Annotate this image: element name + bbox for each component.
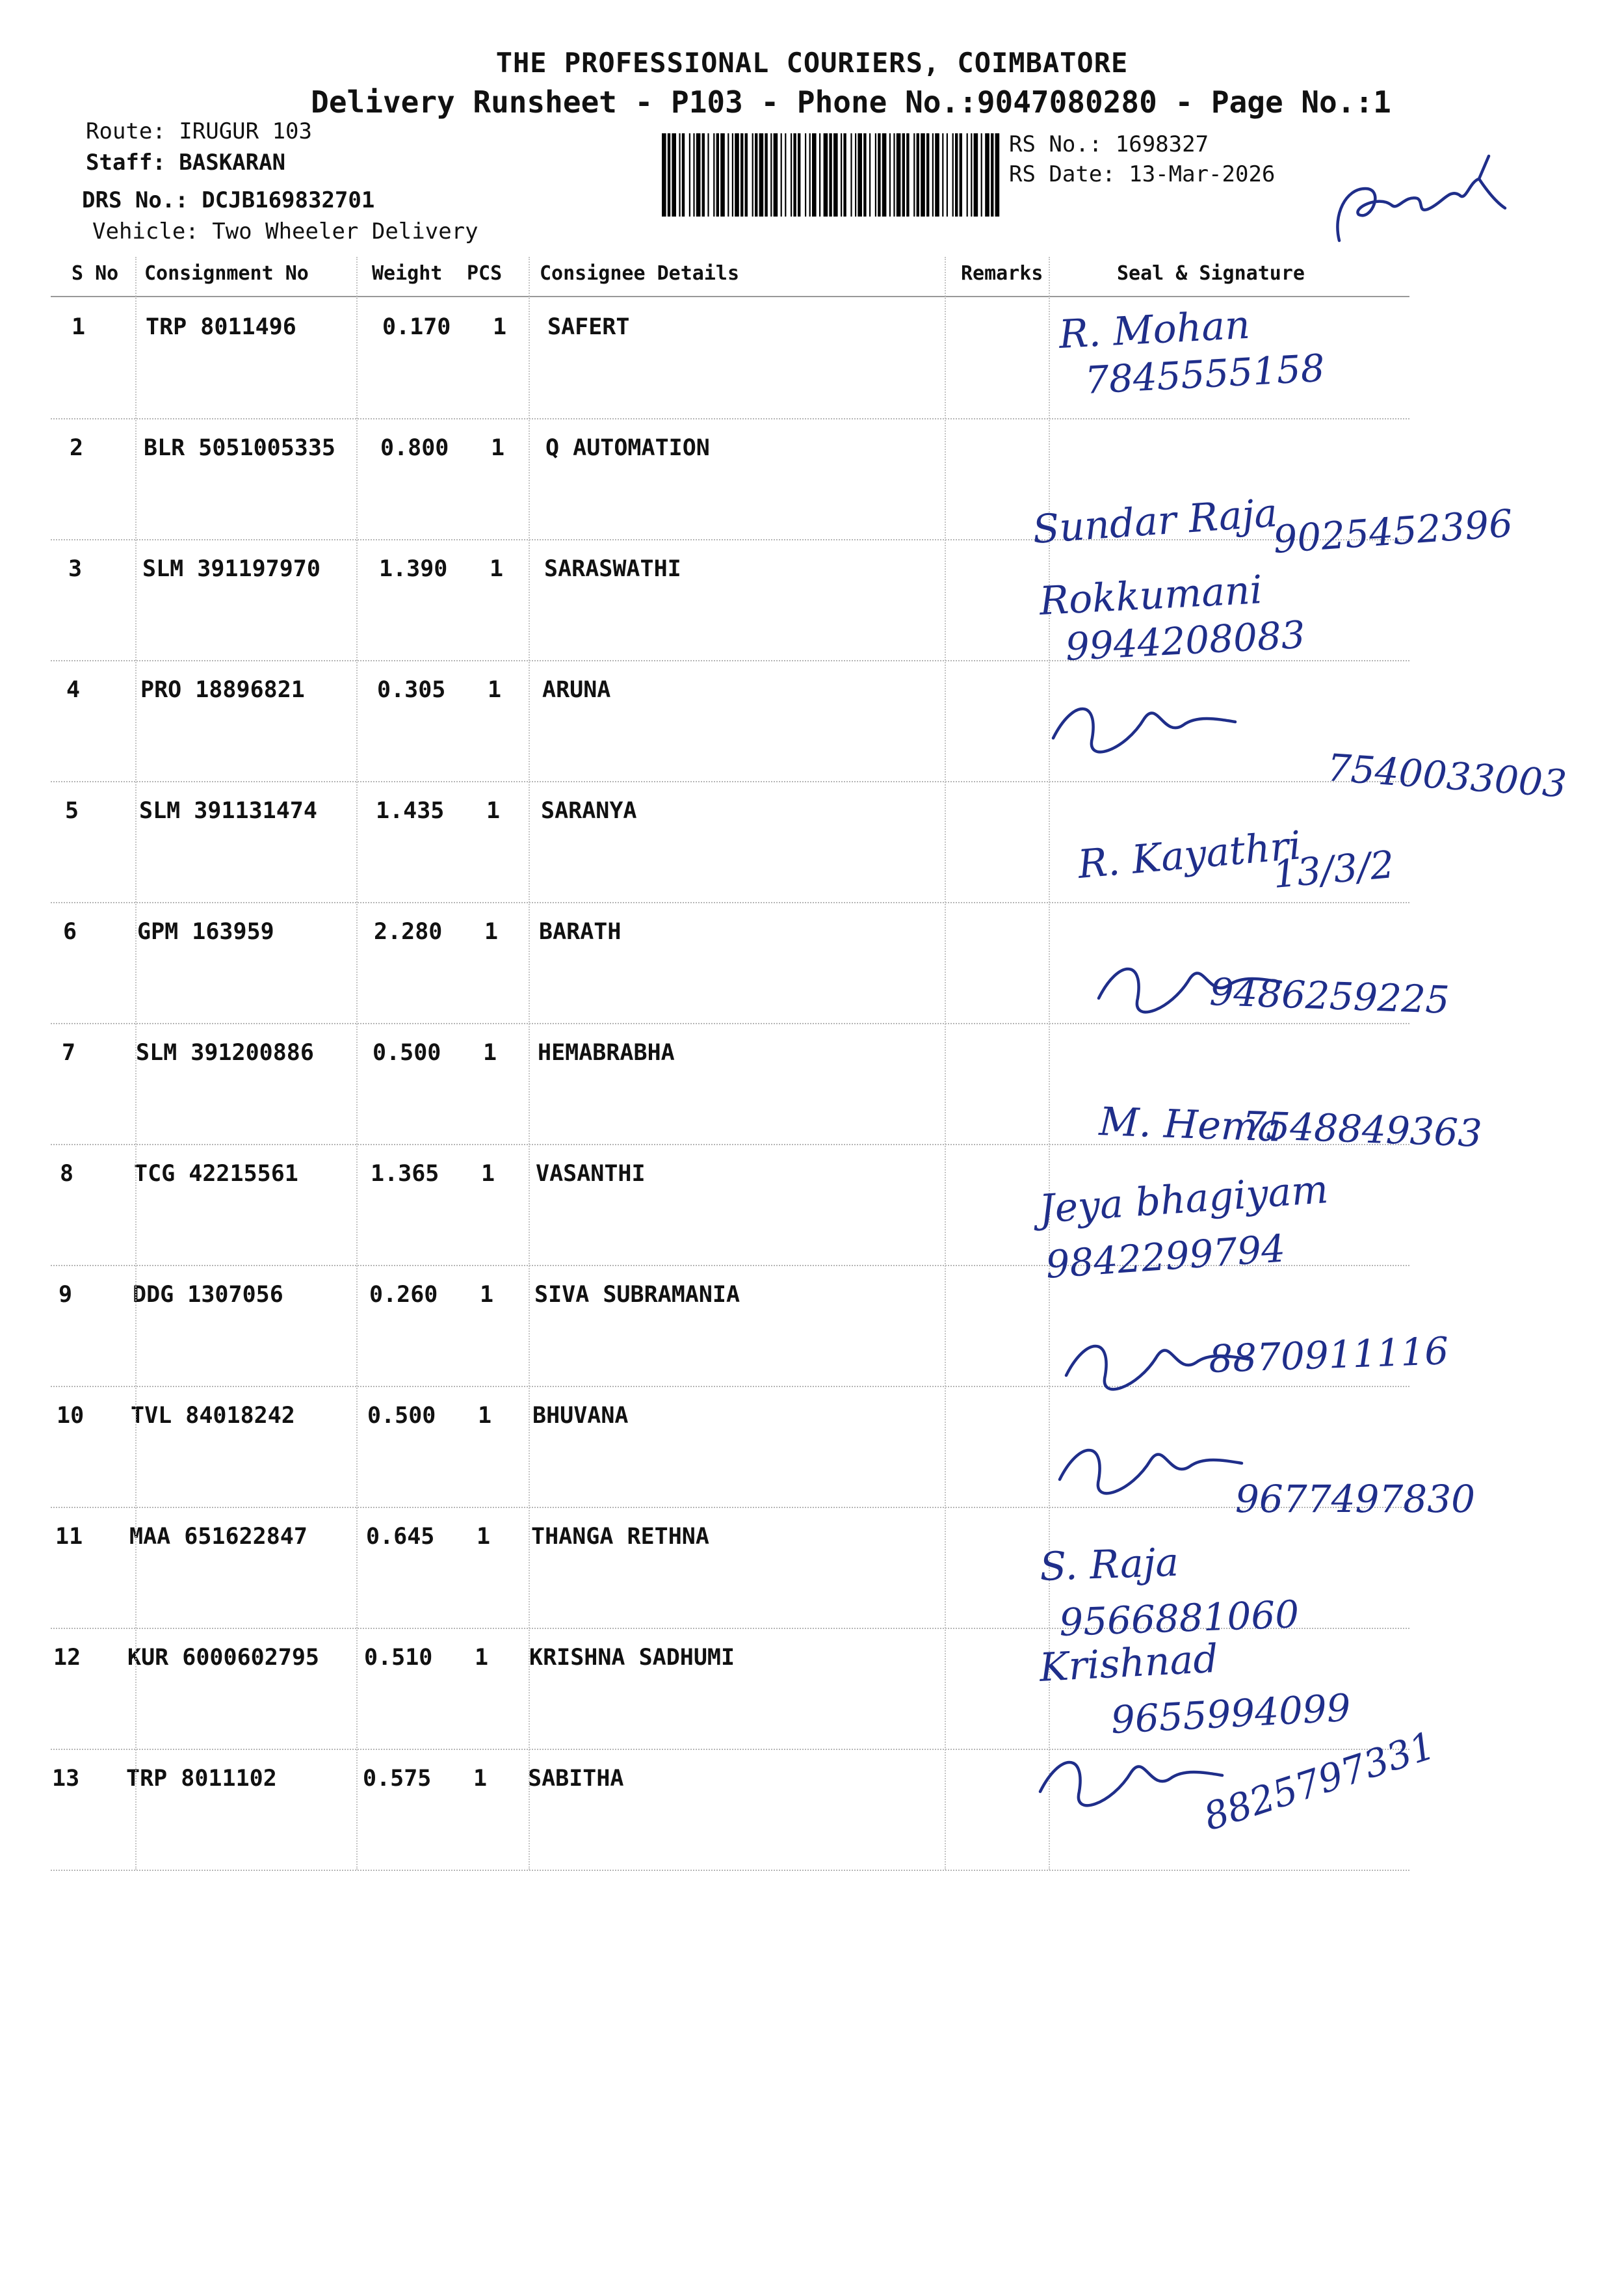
barcode-bar (732, 133, 733, 217)
cell-pcs: 1 (475, 1645, 489, 1671)
signature-scribble (1053, 709, 1235, 752)
signature-scribble (1040, 1762, 1222, 1805)
barcode-bar (735, 133, 739, 217)
barcode-bar (952, 133, 954, 217)
cell-weight: 1.390 (379, 556, 448, 582)
col-consignment: Consignment No (144, 262, 309, 285)
barcode-bar (850, 133, 852, 217)
signature-name: Jeya bhagiyam (1038, 1167, 1330, 1232)
barcode-bar (819, 133, 820, 217)
cell-sno: 10 (57, 1403, 85, 1429)
cell-consignee: HEMABRABHA (538, 1040, 675, 1066)
barcode-bar (798, 133, 800, 217)
col-seal-signature: Seal & Signature (1117, 262, 1305, 285)
cell-consignment: TRP 8011102 (126, 1766, 277, 1792)
barcode-bar (855, 133, 856, 217)
col-weight: Weight (372, 262, 443, 285)
cell-pcs: 1 (477, 1524, 491, 1550)
vehicle-label: Vehicle: Two Wheeler Delivery (92, 219, 478, 245)
barcode-bar (875, 133, 876, 217)
cell-sno: 8 (60, 1161, 74, 1187)
cell-consignee: SAFERT (547, 314, 630, 340)
barcode-bar (869, 133, 871, 217)
signature-phone: 8825797331 (1198, 1723, 1441, 1840)
cell-sno: 6 (63, 919, 77, 945)
barcode-bar (805, 133, 806, 217)
barcode-bar (727, 133, 729, 217)
barcode-bar (981, 133, 982, 217)
signature-phone: 9655994099 (1110, 1685, 1352, 1742)
cell-consignment: GPM 163959 (137, 919, 274, 945)
signature-name: R. Kayathri (1076, 823, 1303, 888)
barcode-bar (926, 133, 929, 217)
cell-weight: 0.800 (380, 435, 449, 461)
barcode-bar (693, 133, 694, 217)
cell-sno: 1 (72, 314, 86, 340)
barcode-bar (971, 133, 972, 217)
cell-pcs: 1 (483, 1040, 497, 1066)
runsheet-title: Delivery Runsheet - P103 - Phone No.:9047080280 - Page No.:1 (311, 85, 1391, 120)
barcode-bar (829, 133, 832, 217)
drs-number: DRS No.: DCJB169832701 (82, 187, 375, 213)
signature-phone: 9677497830 (1235, 1477, 1476, 1521)
barcode-bar (720, 133, 725, 217)
barcode-bar (785, 133, 786, 217)
column-divider (529, 257, 530, 1870)
column-divider (356, 257, 358, 1870)
cell-consignment: PRO 18896821 (140, 677, 305, 703)
cell-sno: 12 (53, 1645, 81, 1671)
barcode-bar (833, 133, 838, 217)
cell-sno: 5 (65, 798, 79, 824)
cell-weight: 1.365 (371, 1161, 439, 1187)
cell-weight: 0.305 (377, 677, 446, 703)
signature-phone: 9842299794 (1044, 1226, 1287, 1287)
cell-consignee: ARUNA (542, 677, 611, 703)
barcode-bar (713, 133, 714, 217)
barcode-bar (843, 133, 846, 217)
barcode-bar (781, 133, 782, 217)
cell-sno: 7 (62, 1040, 76, 1066)
cell-sno: 13 (52, 1766, 80, 1792)
barcode-bar (902, 133, 905, 217)
barcode-bar (774, 133, 778, 217)
cell-weight: 1.435 (376, 798, 445, 824)
barcode-bar (812, 133, 817, 217)
cell-pcs: 1 (486, 798, 501, 824)
barcode-bar (716, 133, 719, 217)
barcode-bar (809, 133, 811, 217)
signature-phone: 8870911116 (1208, 1329, 1450, 1381)
barcode-bar (917, 133, 919, 217)
cell-consignment: DDG 1307056 (133, 1282, 283, 1308)
barcode-bar (921, 133, 925, 217)
barcode-bar (906, 133, 909, 217)
barcode-bar (752, 133, 753, 217)
signature-name: M. Hema (1098, 1099, 1282, 1151)
barcode-bar (955, 133, 958, 217)
barcode-bar (932, 133, 934, 217)
barcode-bar (740, 133, 743, 217)
rs-date: RS Date: 13-Mar-2026 (1009, 161, 1276, 187)
cell-consignee: Q AUTOMATION (545, 435, 710, 461)
cell-weight: 0.170 (382, 314, 451, 340)
cell-consignment: SLM 391197970 (142, 556, 321, 582)
signature-name: S. Raja (1039, 1539, 1180, 1590)
signature-name: Rokkumani (1038, 567, 1264, 624)
cell-consignment: TCG 42215561 (134, 1161, 298, 1187)
barcode-bar (672, 133, 676, 217)
barcode-bar (707, 133, 709, 217)
barcode-bar (935, 133, 939, 217)
signature-phone: 9566881060 (1058, 1592, 1300, 1645)
cell-weight: 0.500 (367, 1403, 436, 1429)
signature-phone: 7845555158 (1084, 345, 1326, 403)
barcode-bar (793, 133, 796, 217)
cell-weight: 0.510 (364, 1645, 433, 1671)
cell-consignee: SARANYA (541, 798, 637, 824)
route-label: Route: IRUGUR 103 (86, 118, 312, 144)
barcode-bar (824, 133, 828, 217)
cell-consignment: SLM 391200886 (136, 1040, 314, 1066)
cell-consignment: MAA 651622847 (129, 1524, 308, 1550)
company-name: THE PROFESSIONAL COURIERS, COIMBATORE (495, 47, 1129, 79)
barcode-bar (967, 133, 968, 217)
col-remarks: Remarks (961, 262, 1043, 285)
cell-pcs: 1 (473, 1766, 488, 1792)
barcode-bar (770, 133, 772, 217)
cell-sno: 11 (55, 1524, 83, 1550)
barcode-bar (985, 133, 989, 217)
column-divider (135, 257, 137, 1870)
cell-consignment: SLM 391131474 (139, 798, 317, 824)
barcode-bar (947, 133, 948, 217)
header-signature (1320, 143, 1508, 254)
cell-consignment: TVL 84018242 (131, 1403, 295, 1429)
col-pcs: PCS (467, 262, 503, 285)
cell-sno: 4 (66, 677, 81, 703)
barcode-bar (858, 133, 862, 217)
signature-column (1014, 296, 1606, 1961)
barcode-bar (913, 133, 915, 217)
cell-weight: 0.575 (363, 1766, 432, 1792)
cell-pcs: 1 (493, 314, 507, 340)
cell-weight: 0.500 (373, 1040, 441, 1066)
barcode-bar (679, 133, 680, 217)
cell-pcs: 1 (491, 435, 505, 461)
rs-number: RS No.: 1698327 (1009, 131, 1209, 157)
cell-weight: 0.645 (366, 1524, 435, 1550)
barcode-bar (745, 133, 748, 217)
cell-pcs: 1 (481, 1161, 495, 1187)
cell-pcs: 1 (484, 919, 499, 945)
signature-phone: 7548849363 (1241, 1103, 1483, 1156)
barcode-bar (893, 133, 895, 217)
cell-consignee: THANGA RETHNA (531, 1524, 709, 1550)
cell-pcs: 1 (480, 1282, 494, 1308)
barcode-bar (689, 133, 690, 217)
cell-consignee: SIVA SUBRAMANIA (534, 1282, 740, 1308)
barcode-bar (755, 133, 757, 217)
cell-consignee: BHUVANA (532, 1403, 629, 1429)
signature-phone: 9025452396 (1272, 501, 1515, 562)
cell-weight: 2.280 (374, 919, 443, 945)
barcode-bar (878, 133, 880, 217)
cell-consignment: BLR 5051005335 (144, 435, 336, 461)
cell-sno: 2 (70, 435, 84, 461)
cell-weight: 0.260 (369, 1282, 438, 1308)
barcode-bar (765, 133, 767, 217)
barcode-bar (882, 133, 887, 217)
col-sno: S No (72, 262, 119, 285)
barcode-bar (889, 133, 891, 217)
cell-pcs: 1 (490, 556, 504, 582)
signature-phone: 9486259225 (1209, 970, 1450, 1022)
barcode-bar (991, 133, 993, 217)
barcode-bar (960, 133, 962, 217)
table-header (51, 256, 1409, 297)
barcode-bar (668, 133, 670, 217)
cell-consignee: BARATH (539, 919, 622, 945)
cell-consignment: TRP 8011496 (146, 314, 296, 340)
barcode-bar (897, 133, 901, 217)
cell-pcs: 1 (478, 1403, 492, 1429)
cell-consignment: KUR 6000602795 (127, 1645, 320, 1671)
cell-sno: 3 (68, 556, 83, 582)
barcode-bar (841, 133, 842, 217)
barcode-bar (759, 133, 764, 217)
cell-consignee: VASANTHI (536, 1161, 646, 1187)
signature-name: R. Mohan (1058, 302, 1251, 358)
column-divider (945, 257, 946, 1870)
signature-name: Krishnad (1038, 1636, 1220, 1691)
barcode-bar (682, 133, 685, 217)
barcode-bar (995, 133, 1000, 217)
signature-phone: 13/3/2 (1271, 842, 1396, 897)
barcode-bar (791, 133, 792, 217)
signature-phone: 7540033003 (1326, 745, 1568, 806)
barcode (662, 133, 1000, 217)
cell-consignee: SABITHA (528, 1766, 624, 1792)
cell-consignee: SARASWATHI (544, 556, 681, 582)
barcode-bar (942, 133, 943, 217)
staff-label: Staff: BASKARAN (86, 150, 286, 176)
barcode-bar (662, 133, 666, 217)
signature-scribble (1060, 1450, 1242, 1493)
barcode-bar (702, 133, 705, 217)
cell-consignee: KRISHNA SADHUMI (529, 1645, 735, 1671)
cell-sno: 9 (59, 1282, 73, 1308)
signature-name: Sundar Raja (1031, 490, 1279, 553)
col-consignee: Consignee Details (540, 262, 740, 285)
barcode-bar (974, 133, 978, 217)
barcode-bar (863, 133, 866, 217)
signature-phone: 9944208083 (1064, 612, 1307, 669)
cell-pcs: 1 (488, 677, 502, 703)
barcode-bar (696, 133, 701, 217)
